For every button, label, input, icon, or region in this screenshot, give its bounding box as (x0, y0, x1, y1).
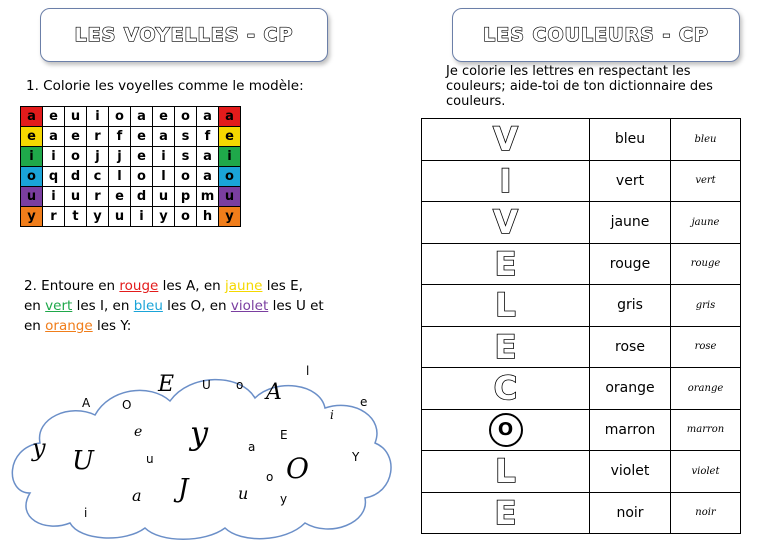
instruction-2 (24, 276, 324, 336)
color-word-cursive: rose (671, 326, 741, 368)
grid-cell: u (65, 107, 87, 127)
color-word-cursive: bleu (671, 119, 741, 161)
grid-cell: o (175, 207, 197, 227)
grid-cell: e (21, 127, 43, 147)
outline-letter-cell (422, 451, 590, 493)
instr2-text: les O, en (162, 298, 231, 314)
voyelles-title: LES VOYELLES - CP (74, 24, 294, 46)
color-word-cursive: orange (671, 368, 741, 410)
color-word: jaune (590, 202, 671, 244)
word-violet: violet (230, 298, 269, 314)
grid-cell: o (131, 167, 153, 187)
couleurs-title: LES COULEURS - CP (483, 24, 709, 46)
cloud-letter: a (132, 486, 142, 505)
grid-cell: i (43, 187, 65, 207)
cloud-letter: Y (352, 450, 360, 464)
colors-table (421, 118, 741, 534)
grid-cell: p (175, 187, 197, 207)
grid-cell: y (219, 207, 241, 227)
instr2-text: les U et en (24, 298, 324, 334)
word-jaune: jaune (224, 278, 263, 294)
color-word: rouge (590, 243, 671, 285)
grid-cell: o (175, 107, 197, 127)
grid-cell: e (131, 147, 153, 167)
cloud-letter: O (122, 398, 132, 412)
outline-letter-cell (422, 492, 590, 534)
color-word: marron (590, 409, 671, 451)
grid-cell: u (21, 187, 43, 207)
color-word: noir (590, 492, 671, 534)
cloud-letter: i (84, 506, 88, 520)
color-row (422, 409, 741, 451)
grid-cell: j (109, 147, 131, 167)
grid-cell: e (153, 107, 175, 127)
color-word: vert (590, 160, 671, 202)
instr2-text: 2. Entoure en (24, 278, 120, 294)
grid-cell: r (87, 127, 109, 147)
grid-cell: y (21, 207, 43, 227)
color-word-cursive: gris (671, 285, 741, 327)
cloud-letter: o (266, 470, 274, 484)
color-row (422, 160, 741, 202)
grid-row (21, 207, 241, 227)
grid-cell: t (65, 207, 87, 227)
grid-cell: o (21, 167, 43, 187)
grid-cell: j (87, 147, 109, 167)
grid-cell: l (153, 167, 175, 187)
grid-cell: a (219, 107, 241, 127)
cloud-letter: E (158, 372, 175, 397)
instr2-text: les E, en (24, 278, 303, 314)
outline-letter: V (493, 203, 518, 242)
grid-cell: m (197, 187, 219, 207)
cloud-letter: e (360, 395, 368, 409)
grid-cell: i (219, 147, 241, 167)
instr2-text: les I, en (72, 298, 134, 314)
grid-cell: a (153, 127, 175, 147)
instruction-1: 1. Colorie les voyelles comme le modèle: (26, 78, 304, 94)
grid-cell: c (87, 167, 109, 187)
vowel-grid (20, 106, 241, 227)
grid-cell: d (65, 167, 87, 187)
grid-cell: y (87, 207, 109, 227)
voyelles-title-box (40, 8, 328, 62)
cloud-letter: u (146, 452, 154, 466)
outline-letter: L (495, 452, 516, 491)
color-row (422, 326, 741, 368)
outline-letter: E (494, 493, 517, 532)
color-word: orange (590, 368, 671, 410)
word-orange: orange (45, 318, 93, 334)
grid-cell: s (175, 127, 197, 147)
cloud-letter: e (134, 424, 143, 440)
grid-cell: l (109, 167, 131, 187)
grid-cell: y (153, 207, 175, 227)
grid-cell: i (21, 147, 43, 167)
outline-letter: E (494, 244, 517, 283)
grid-cell: r (43, 207, 65, 227)
cloud-letter: l (306, 364, 310, 378)
grid-cell: i (87, 107, 109, 127)
outline-letter: I (499, 161, 512, 200)
color-row (422, 492, 741, 534)
grid-cell: o (65, 147, 87, 167)
outline-letter-cell (422, 285, 590, 327)
outline-letter-cell (422, 368, 590, 410)
grid-cell: a (197, 167, 219, 187)
cloud-letter: E (280, 428, 288, 442)
word-rouge: rouge (119, 278, 159, 294)
color-row (422, 243, 741, 285)
color-word-cursive: rouge (671, 243, 741, 285)
instr2-text: les A, en (158, 278, 225, 294)
color-row (422, 285, 741, 327)
grid-cell: a (197, 107, 219, 127)
grid-row (21, 167, 241, 187)
color-row (422, 368, 741, 410)
grid-cell: i (131, 207, 153, 227)
color-word: rose (590, 326, 671, 368)
grid-cell: q (43, 167, 65, 187)
outline-letter-cell (422, 409, 590, 451)
grid-row (21, 107, 241, 127)
grid-cell: e (109, 187, 131, 207)
cloud-letter: u (238, 484, 249, 503)
cloud-letter: y (190, 414, 209, 452)
cloud-letter: O (286, 452, 309, 485)
cloud-letter: A (82, 396, 91, 410)
grid-cell: a (197, 147, 219, 167)
cloud-letter: a (248, 440, 256, 454)
grid-cell: u (109, 207, 131, 227)
grid-cell: h (197, 207, 219, 227)
grid-cell: s (175, 147, 197, 167)
color-row (422, 451, 741, 493)
cloud-letter: A (266, 380, 282, 405)
color-row (422, 119, 741, 161)
grid-cell: i (43, 147, 65, 167)
word-vert: vert (45, 298, 73, 314)
grid-cell: e (219, 127, 241, 147)
outline-letter: C (493, 369, 518, 408)
outline-letter-cell (422, 160, 590, 202)
grid-cell: e (65, 127, 87, 147)
outline-letter-cell (422, 202, 590, 244)
grid-cell: e (131, 127, 153, 147)
color-word: bleu (590, 119, 671, 161)
grid-cell: i (153, 147, 175, 167)
word-bleu: bleu (133, 298, 163, 314)
grid-cell: a (131, 107, 153, 127)
grid-cell: d (131, 187, 153, 207)
outline-letter: O (489, 413, 523, 447)
grid-cell: u (219, 187, 241, 207)
color-word: gris (590, 285, 671, 327)
color-word-cursive: violet (671, 451, 741, 493)
cloud-letter: o (236, 378, 244, 392)
grid-row (21, 187, 241, 207)
color-word-cursive: vert (671, 160, 741, 202)
instr2-text: les Y: (92, 318, 132, 334)
grid-cell: a (21, 107, 43, 127)
color-row (422, 202, 741, 244)
grid-cell: f (197, 127, 219, 147)
grid-cell: f (109, 127, 131, 147)
outline-letter: V (493, 120, 518, 159)
cloud-letter: J (178, 474, 189, 504)
outline-letter: L (495, 286, 516, 325)
color-word-cursive: jaune (671, 202, 741, 244)
grid-cell: a (43, 127, 65, 147)
cloud-letter: y (32, 434, 46, 462)
cloud-letter: i (330, 408, 334, 422)
grid-cell: o (109, 107, 131, 127)
grid-row (21, 147, 241, 167)
cloud-letter: y (280, 492, 288, 506)
couleurs-instruction: Je colorie les lettres en respectant les couleurs; aide-toi de ton dictionnaire des couleurs. (446, 64, 713, 109)
color-word: violet (590, 451, 671, 493)
grid-cell: o (175, 167, 197, 187)
cloud-letter: U (72, 446, 94, 476)
grid-row (21, 127, 241, 147)
grid-cell: r (87, 187, 109, 207)
grid-cell: o (219, 167, 241, 187)
color-word-cursive: marron (671, 409, 741, 451)
outline-letter-cell (422, 243, 590, 285)
color-word-cursive: noir (671, 492, 741, 534)
grid-cell: u (65, 187, 87, 207)
outline-letter-cell (422, 119, 590, 161)
outline-letter-cell (422, 326, 590, 368)
couleurs-title-box (452, 8, 740, 62)
cloud-letter: U (202, 378, 211, 392)
grid-cell: e (43, 107, 65, 127)
grid-cell: u (153, 187, 175, 207)
outline-letter: E (494, 327, 517, 366)
